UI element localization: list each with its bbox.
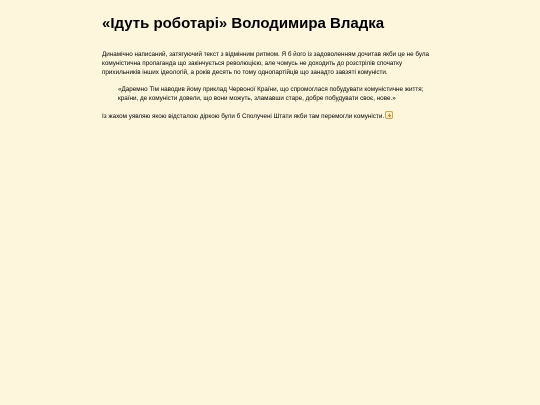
page-title: «Ідуть роботарі» Володимира Владка <box>102 15 385 32</box>
paragraph-intro: Динамічно написаний, затягуючий текст з відмінним ритмом. Я б його із задоволенням дочитав якби це не була комуністична пропаганда що закінчується революцією, але чомусь не доходить до розстрілів спочатку прихильників інших ідеологій, а років десять по тому однопартійців що занадто завзяті комуністи. <box>102 51 430 76</box>
quote-text: «Даремно Тім наводив йому приклад Червоної Країни, що спромоглася побудувати комуністичне життя; країни, де комуністи довели, що вони можуть, зламавши старе, добре побудувати своє, нове.» <box>118 86 424 102</box>
footnote-arrow-icon[interactable] <box>385 111 393 119</box>
quote-block <box>118 85 428 103</box>
article <box>102 14 442 121</box>
paragraph-conclusion-text: Із жахом уявляю якою відсталою діркою були б Сполучені Штати якби там перемогли комуністи. <box>102 113 385 120</box>
paragraph-conclusion <box>102 111 442 121</box>
